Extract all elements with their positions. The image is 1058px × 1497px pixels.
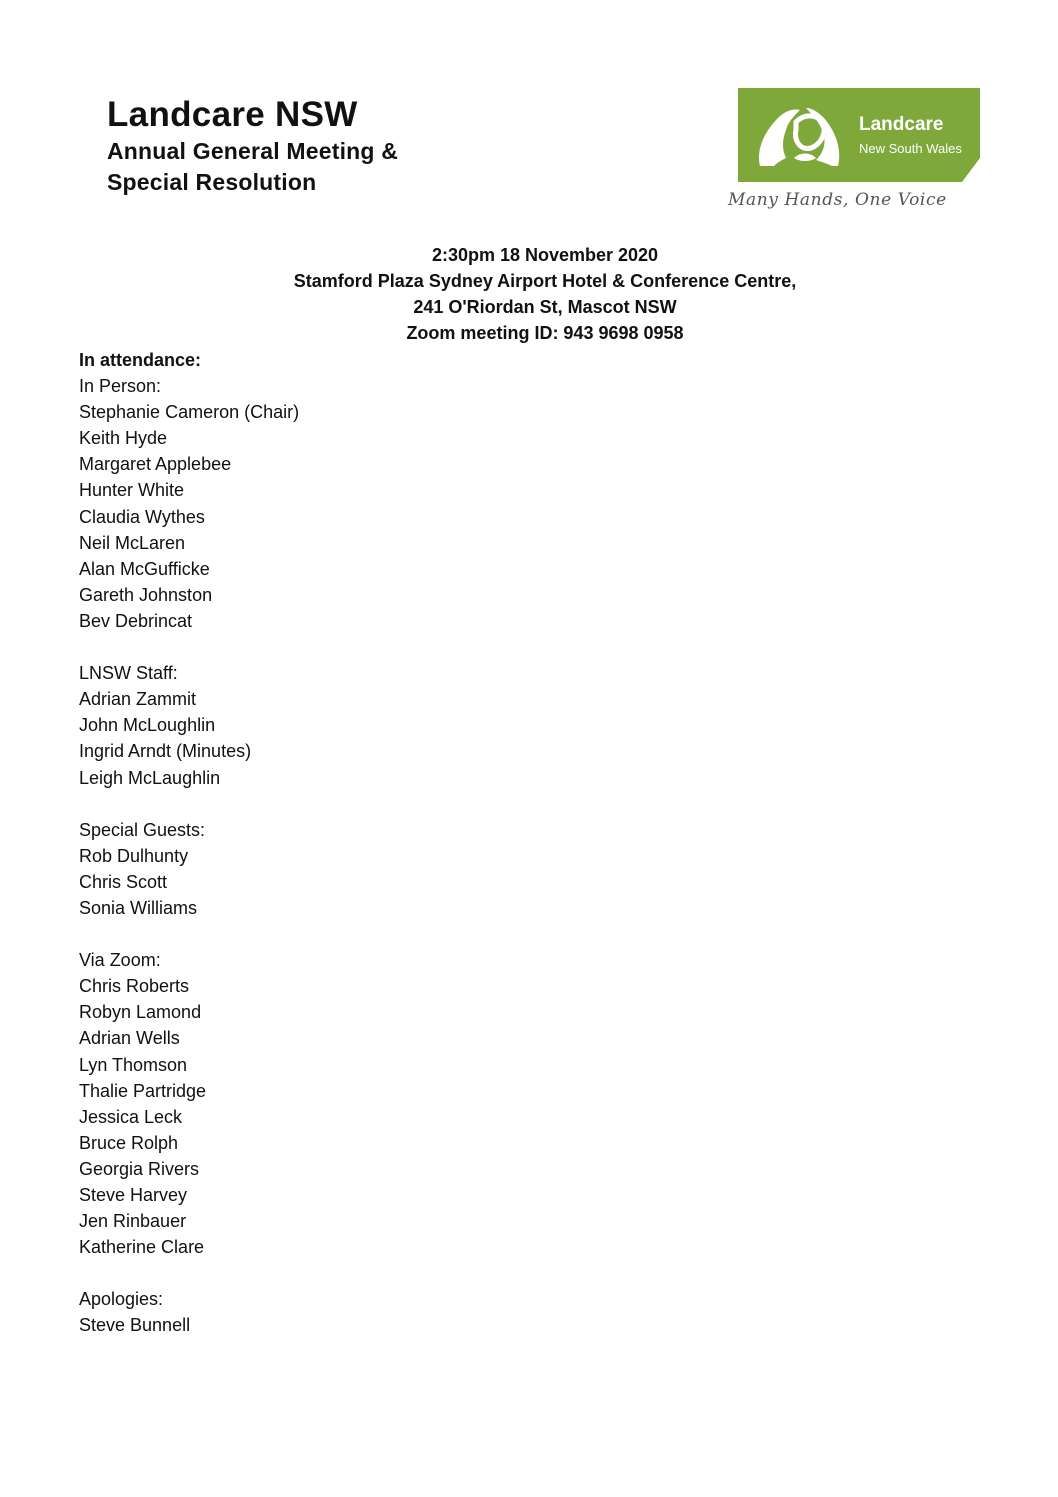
logo-tagline: Many Hands, One Voice — [728, 190, 947, 210]
guests-group — [79, 817, 299, 921]
spacer — [79, 791, 299, 817]
in-person-group — [79, 373, 299, 634]
attendee-name: Hunter White — [79, 480, 185, 501]
attendee-name: Chris Scott — [79, 871, 168, 892]
attendee-name: Claudia Wythes — [79, 506, 205, 527]
attendee-name: Alan McGufficke — [79, 558, 210, 579]
attendee-name: Rob Dulhunty — [79, 845, 189, 866]
spacer — [79, 921, 299, 947]
zoom-list — [79, 973, 299, 1260]
logo-subname: New South Wales — [859, 141, 962, 156]
attendee-name: Neil McLaren — [79, 532, 186, 553]
zoom-group — [79, 947, 299, 1260]
guests-list — [79, 843, 299, 921]
staff-group — [79, 660, 299, 790]
meeting-datetime: 2:30pm 18 November 2020 — [431, 245, 659, 265]
attendee-name: Gareth Johnston — [79, 584, 213, 605]
attendee-name: Georgia Rivers — [79, 1158, 200, 1179]
attendee-name: Steve Harvey — [79, 1185, 188, 1205]
apologies-group — [79, 1286, 299, 1338]
attendee-name: Keith Hyde — [79, 428, 168, 449]
meeting-details — [180, 242, 910, 346]
attendee-name: Adrian Zammit — [79, 689, 197, 710]
attendee-name: Jessica Leck — [79, 1106, 183, 1127]
group-label: Special Guests: — [79, 819, 206, 840]
attendee-name: Ingrid Arndt (Minutes) — [79, 741, 252, 762]
attendance-section — [79, 347, 299, 1339]
attendee-name: Lyn Thomson — [79, 1054, 188, 1075]
attendance-heading: In attendance: — [79, 350, 202, 370]
attendee-name: Katherine Clare — [79, 1237, 205, 1258]
subtitle-line-2: Special Resolution — [107, 169, 317, 195]
group-label: Via Zoom: — [79, 950, 161, 971]
subtitle-line-1: Annual General Meeting & — [107, 138, 399, 164]
attendee-name: Adrian Wells — [79, 1028, 180, 1049]
attendee-name: Leigh McLaughlin — [79, 767, 221, 788]
attendee-name: Jen Rinbauer — [79, 1211, 187, 1232]
attendee-name: Chris Roberts — [79, 976, 190, 997]
attendee-name: Stephanie Cameron (Chair) — [79, 402, 300, 423]
group-label: In Person: — [79, 376, 162, 397]
apologies-list — [79, 1312, 299, 1338]
meeting-venue: Stamford Plaza Sydney Airport Hotel & Conference Centre, — [293, 271, 797, 291]
group-label: LNSW Staff: — [79, 663, 178, 684]
staff-list — [79, 686, 299, 790]
attendee-name: Margaret Applebee — [79, 454, 232, 475]
org-title: Landcare NSW — [107, 95, 358, 134]
spacer — [79, 1260, 299, 1286]
landcare-logo — [728, 88, 980, 216]
meeting-zoom-id: Zoom meeting ID: 943 9698 0958 — [406, 323, 684, 343]
group-label: Apologies: — [79, 1289, 164, 1310]
attendee-name: Sonia Williams — [79, 897, 198, 918]
spacer — [79, 634, 299, 660]
logo-name: Landcare — [859, 114, 944, 135]
attendee-name: Bev Debrincat — [79, 610, 193, 631]
attendee-name: Steve Bunnell — [79, 1315, 191, 1336]
in-person-list — [79, 399, 299, 634]
document-title-block — [107, 94, 398, 198]
attendee-name: John McLoughlin — [79, 715, 216, 736]
meeting-address: 241 O'Riordan St, Mascot NSW — [413, 297, 677, 317]
attendee-name: Thalie Partridge — [79, 1080, 207, 1101]
attendee-name: Bruce Rolph — [79, 1132, 179, 1153]
attendee-name: Robyn Lamond — [79, 1002, 202, 1023]
